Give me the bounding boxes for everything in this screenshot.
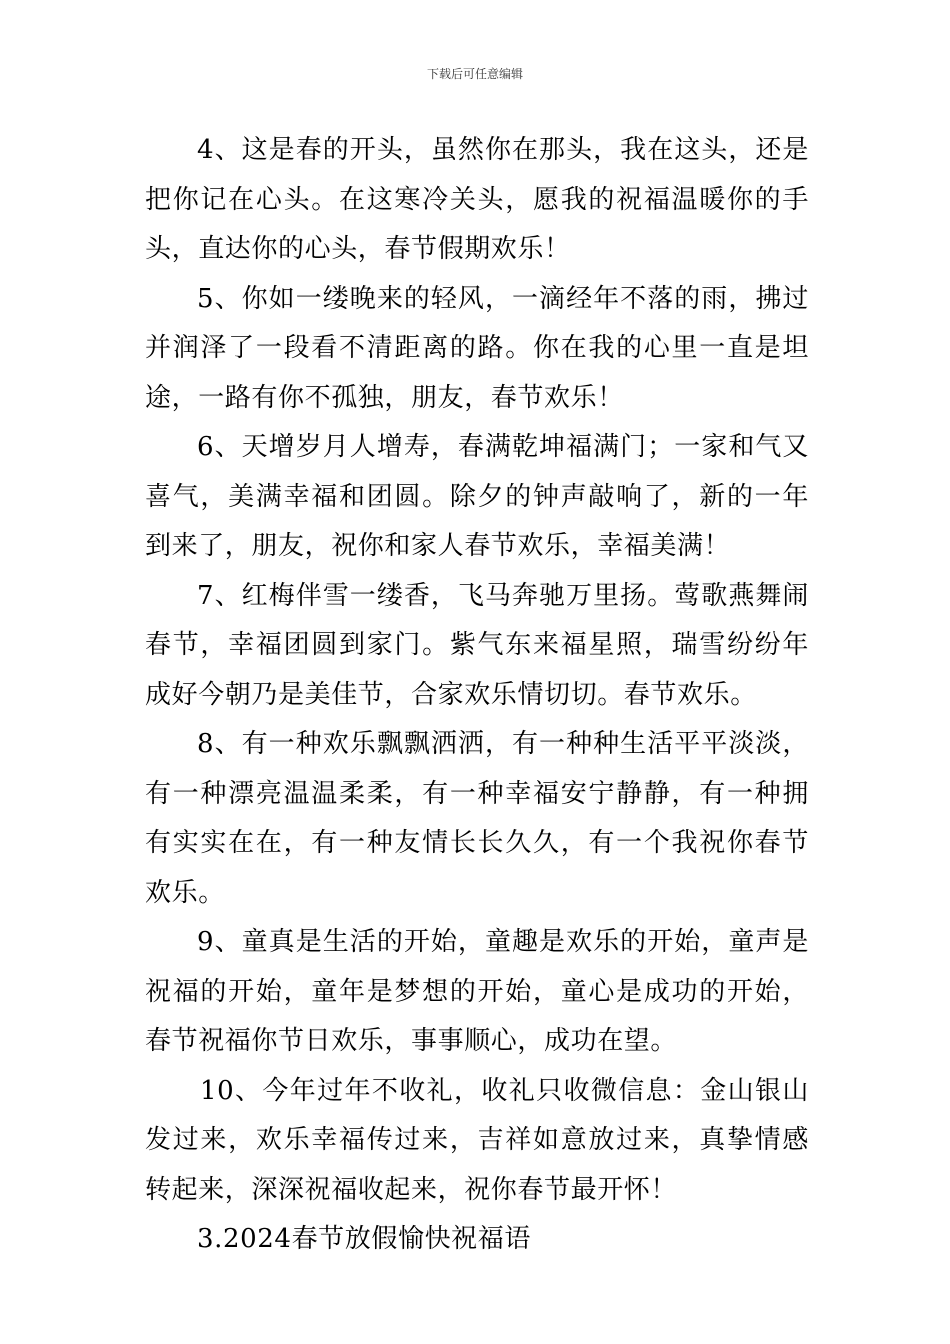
- section-heading: 3.2024春节放假愉快祝福语: [197, 1224, 531, 1254]
- blessing-paragraph-10: 10、今年过年不收礼，收礼只收微信息：金山银山发过来，欢乐幸福传过来，吉祥如意放过来，真挚情感转起来，深深祝福收起来，祝你春节最开怀！: [145, 1075, 809, 1205]
- page-header-note: 下载后可任意编辑: [426, 67, 523, 81]
- blessing-paragraph-6: 6、天增岁月人增寿，春满乾坤福满门；一家和气又喜气，美满幸福和团圆。除夕的钟声敲响了，新的一年到来了，朋友，祝你和家人春节欢乐，幸福美满！: [145, 432, 809, 561]
- blessing-paragraph-4: 4、这是春的开头，虽然你在那头，我在这头，还是把你记在心头。在这寒冷关头，愿我的祝福温暖你的手头，直达你的心头，春节假期欢乐！: [145, 135, 809, 264]
- blessing-paragraph-7: 7、红梅伴雪一缕香，飞马奔驰万里扬。莺歌燕舞闹春节，幸福团圆到家门。紫气东来福星照，瑞雪纷纷年成好今朝乃是美佳节，合家欢乐情切切。春节欢乐。: [145, 580, 809, 710]
- blessing-paragraph-9: 9、童真是生活的开始，童趣是欢乐的开始，童声是祝福的开始，童年是梦想的开始，童心是成功的开始，春节祝福你节日欢乐，事事顺心，成功在望。: [145, 927, 809, 1056]
- blessing-paragraph-8: 8、有一种欢乐飘飘洒洒，有一种种生活平平淡淡，有一种漂亮温温柔柔，有一种幸福安宁静静，有一种拥有实实在在，有一种友情长长久久，有一个我祝你春节欢乐。: [145, 729, 809, 908]
- blessing-paragraph-5: 5、你如一缕晚来的轻风，一滴经年不落的雨，拂过并润泽了一段看不清距离的路。你在我的心里一直是坦途，一路有你不孤独，朋友，春节欢乐！: [145, 283, 809, 413]
- document-body: [145, 126, 809, 1265]
